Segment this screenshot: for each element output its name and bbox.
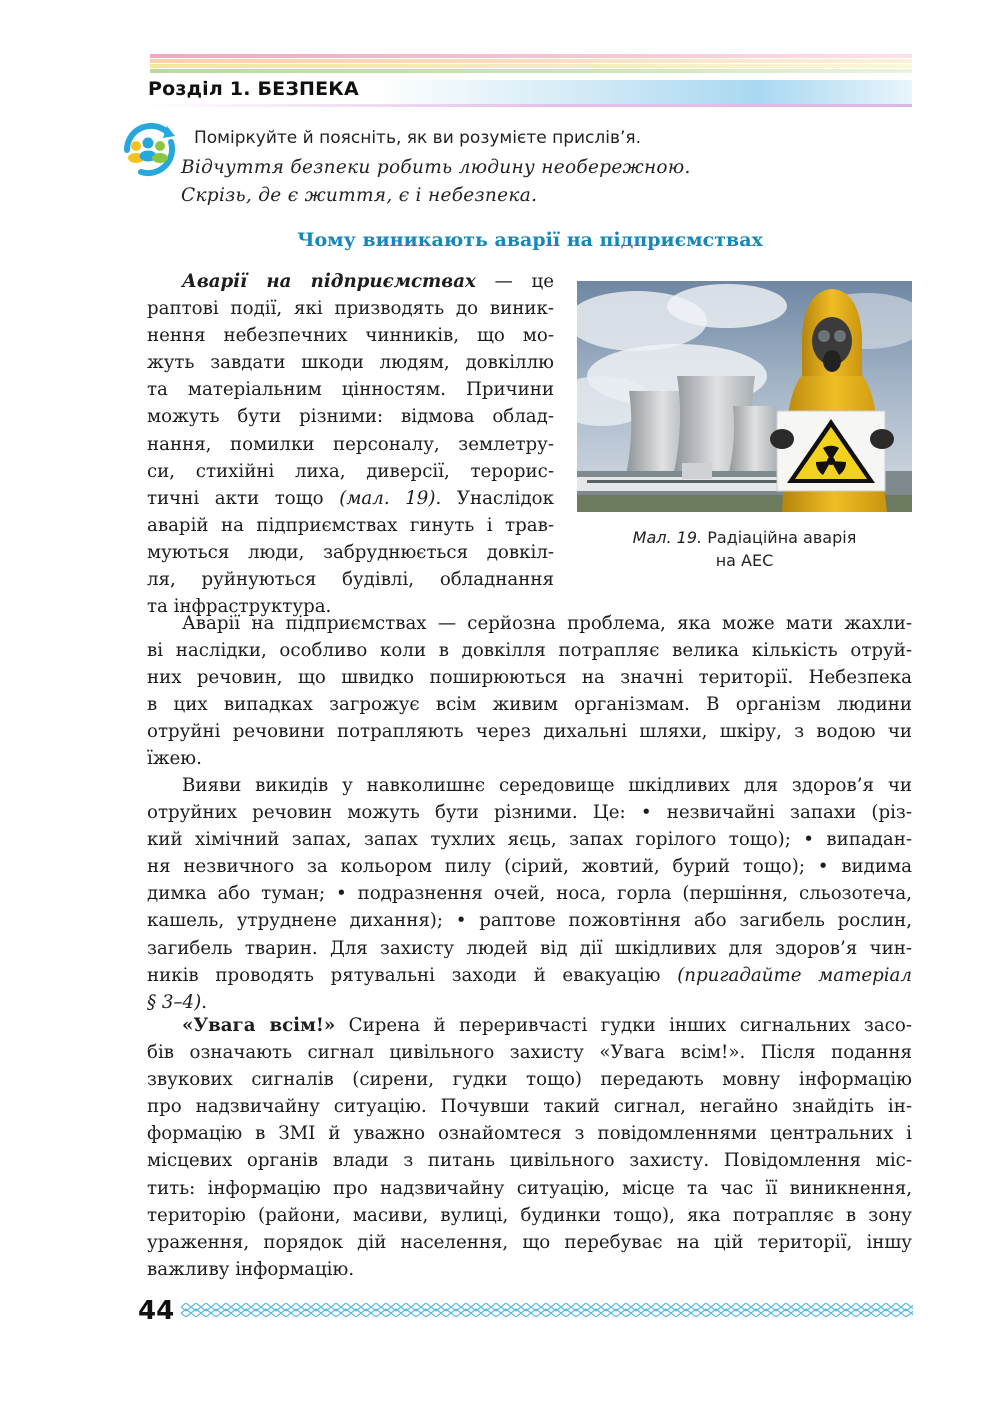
header-color-stripes	[150, 54, 912, 80]
section-title: Розділ 1. БЕЗПЕКА	[148, 78, 359, 100]
think-prompt: Поміркуйте й поясніть, як ви розумієте прислів’я.	[194, 128, 642, 148]
paragraph-2: Аварії на підприємствах — серйозна проблема, яка може мати жахли- ві наслідки, особливо коли в довкілля потрапляє велика кількість отруй- них речовин, що швидко поширюються на значні території. Небезпека в цих випадках загрожує всім живим організмам. В організм людини отруйні речовини потрапляють через дихальні шляхи, шкіру, з водою чи їжею.	[147, 613, 912, 770]
material-reference: (пригадайте матеріал	[677, 964, 912, 986]
figure-nuclear-plant-photo	[577, 281, 912, 512]
paragraph-1: Аварії на підприємствах — це раптові події, які призводять до виник- нення небезпечних чинників, що мо- жуть завдати шкоди людям, довкіллю та матеріальним цінностям. Причини можуть бути різними: відмова облад- нання, помилки персоналу, землетру- си, стихійні лиха, диверсії, терорис- тичні акти тощо (мал. 19). Унаслідок аварій на підприємствах гинуть і трав- муються люди, забруднюється довкіл- ля, руйнуються будівлі, обладнання та інфраструктура.	[147, 271, 554, 618]
footer-zigzag-ornament	[181, 1303, 913, 1317]
topic-heading: Чому виникають аварії на підприємствах	[297, 229, 763, 251]
term-enterprise-accidents: Аварії на підприємствах	[182, 271, 476, 292]
group-discussion-icon	[117, 116, 179, 178]
figure-caption: Мал. 19. Радіаційна аварія на АЕС	[632, 528, 857, 570]
paragraph-3: Вияви викидів у навколишнє середовище шкідливих для здоров’я чи отруйних речовин можуть бути різними. Це: • незвичайні запахи (різ- кий хімічний запах, запах тухлих яєць, запах горілого тощо); • випадан- ня незвичного за кольором пилу (сірий, жовтий, бурий тощо); • видима димка або туман; • подразнення очей, носа, горла (першіння, сльозотеча, кашель, утруднене дихання); • раптове пожовтіння або загибель рослин, загибель тварин. Для захисту людей від дії шкідливих для здоров’я чин- ників проводять рятувальні заходи й евакуацію (пригадайте матеріал § 3–4).	[147, 775, 912, 1013]
proverb-2: Скрізь, де є життя, є і небезпека.	[181, 185, 538, 206]
proverb-1: Відчуття безпеки робить людину необережною.	[181, 157, 691, 178]
paragraph-4: «Увага всім!» Сирена й переривчасті гудки інших сигнальних засо- бів означають сигнал цивільного захисту «Увага всім!». Після подання звукових сигналів (сирени, гудки тощо) передають мовну інформацію про надзвичайну ситуацію. Почувши такий сигнал, негайно знайдіть ін- формацію в ЗМІ й уважно ознайомтеся з повідомленнями центральних і місцевих органів влади з питань цивільного захисту. Повідомлення міс- тить: інформацію про надзвичайну ситуацію, місце та час її виникнення, територію (райони, масиви, вулиці, будинки тощо), яка потрапляє в зону ураження, порядок дій населення, що перебуває на цій території, іншу важливу інформацію.	[147, 1015, 912, 1280]
page-number: 44	[138, 1296, 175, 1326]
term-attention-all: «Увага всім!»	[182, 1015, 336, 1036]
figure-reference: (мал. 19)	[339, 487, 436, 509]
